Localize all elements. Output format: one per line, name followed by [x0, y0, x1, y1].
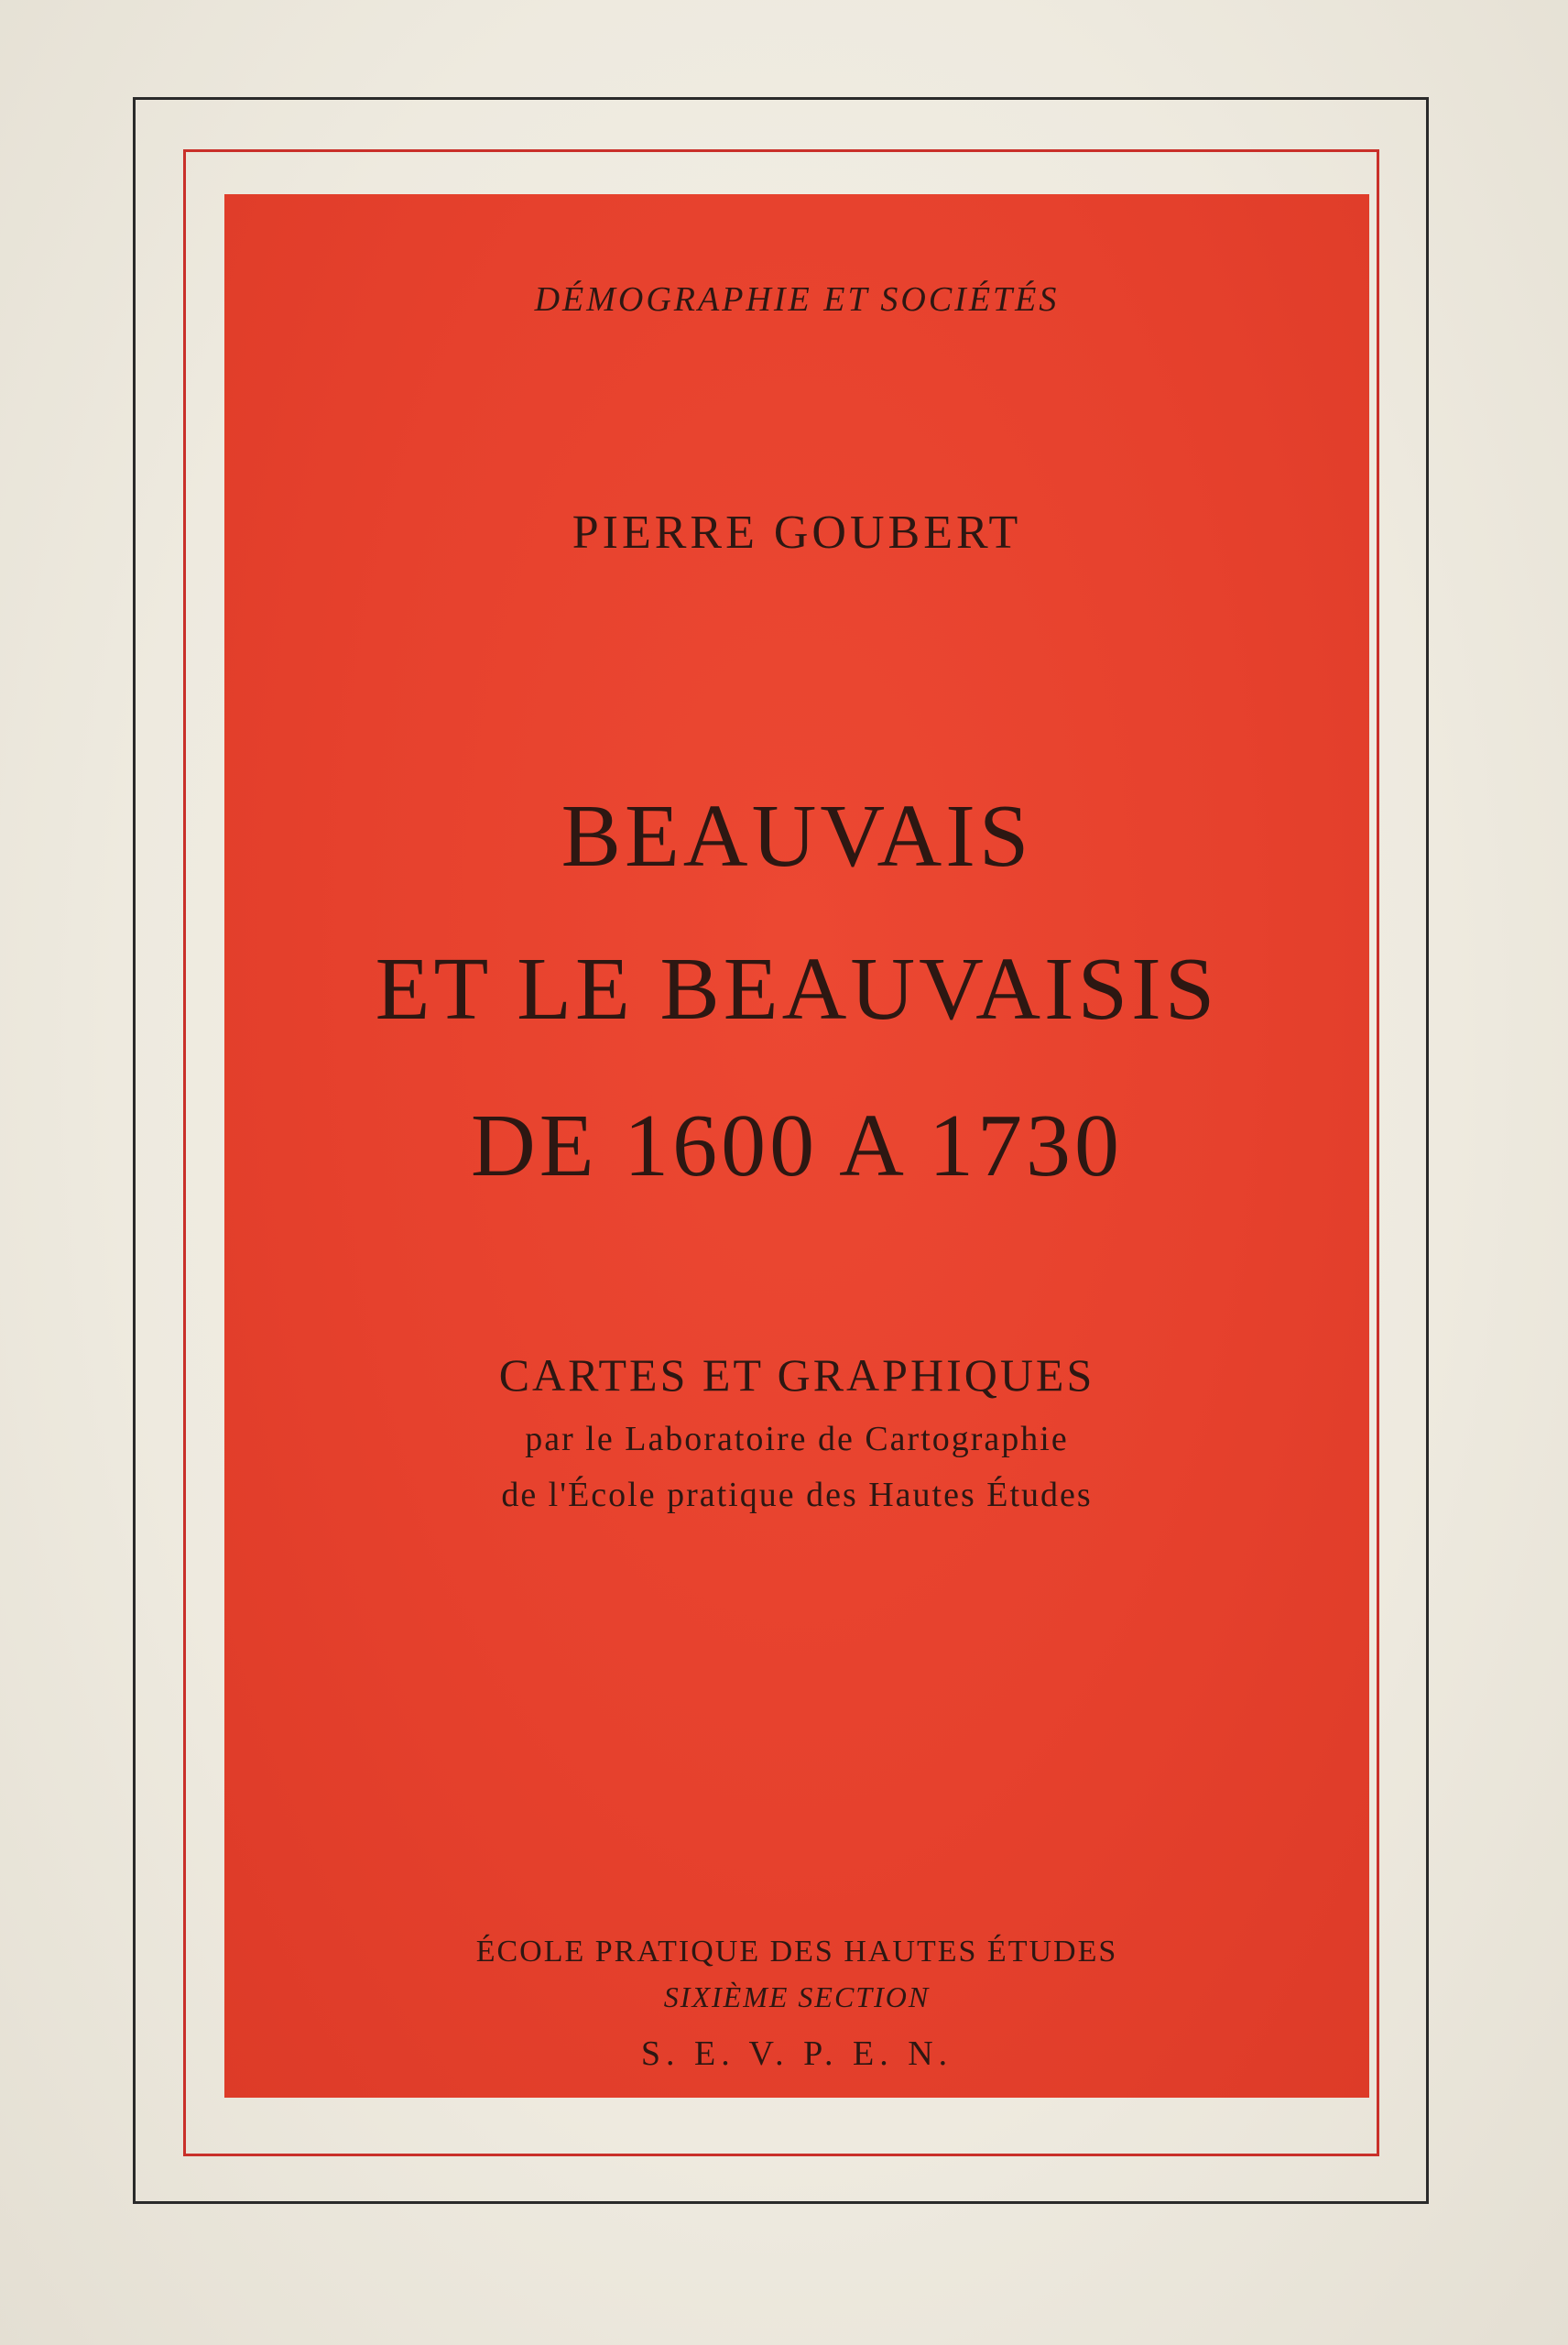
book-title-line-1: BEAUVAIS — [561, 787, 1033, 886]
publisher-line-3: S. E. V. P. E. N. — [640, 2034, 953, 2073]
subtitle-line-1: CARTES ET GRAPHIQUES — [498, 1349, 1095, 1401]
book-title-line-3: DE 1600 A 1730 — [470, 1096, 1124, 1195]
series-title: DÉMOGRAPHIE ET SOCIÉTÉS — [534, 280, 1060, 319]
author-name: PIERRE GOUBERT — [572, 507, 1022, 559]
publisher-line-2: SIXIÈME SECTION — [663, 1980, 931, 2013]
subtitle-line-2: par le Laboratoire de Cartographie — [525, 1420, 1069, 1458]
subtitle-line-3: de l'École pratique des Hautes Études — [501, 1476, 1093, 1514]
red-title-panel — [224, 194, 1369, 2098]
book-title-line-2: ET LE BEAUVAISIS — [375, 940, 1219, 1039]
publisher-line-1: ÉCOLE PRATIQUE DES HAUTES ÉTUDES — [475, 1935, 1118, 1969]
